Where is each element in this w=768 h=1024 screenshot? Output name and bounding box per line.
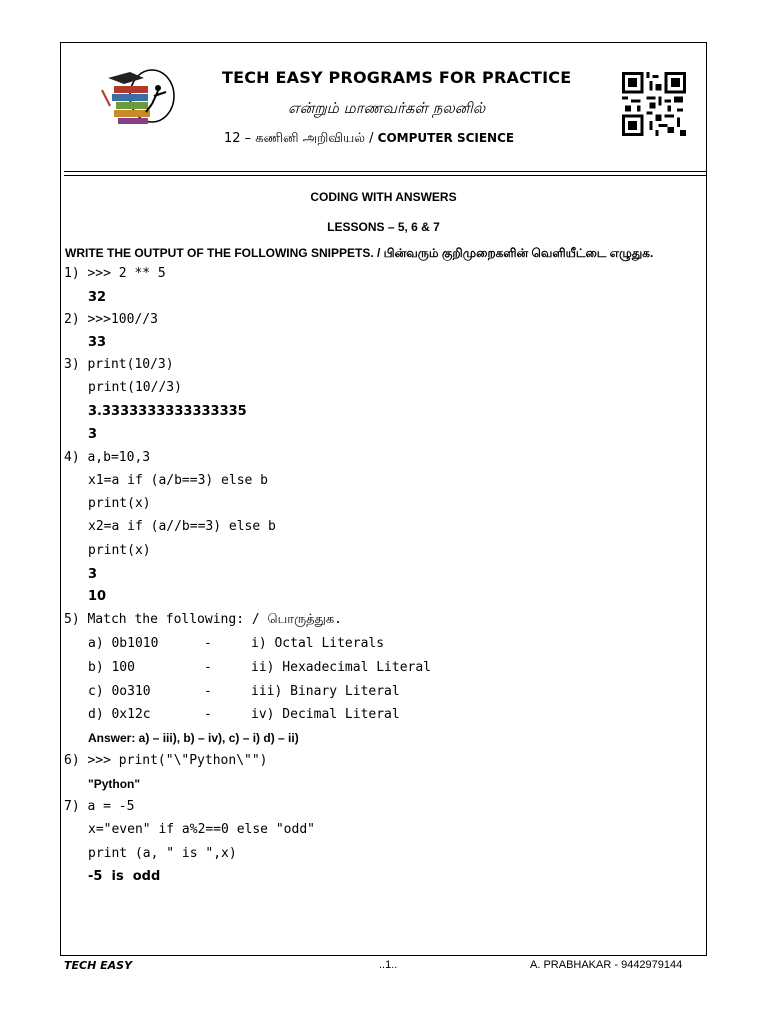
question-number: 7) — [64, 799, 80, 814]
match-right: i) Octal Literals — [251, 636, 385, 651]
subject-tamil: 12 – கணினி அறிவியல் / — [224, 131, 374, 146]
books-graduation-logo — [94, 66, 178, 128]
question-1 — [64, 266, 166, 281]
match-right: ii) Hexadecimal Literal — [251, 660, 432, 675]
question-3 — [64, 357, 174, 372]
question-7 — [64, 799, 134, 814]
question-number: 1) — [64, 266, 80, 281]
question-number: 5) — [64, 612, 80, 627]
match-left: b) 100 — [88, 660, 135, 675]
answer-5: Answer: a) – iii), b) – iv), c) – i) d) – ii) — [88, 731, 299, 745]
question-text: Match the following: / பொருத்துக. — [87, 612, 343, 627]
answer-4a: 3 — [88, 567, 98, 582]
match-right: iii) Binary Literal — [251, 684, 400, 699]
question-number: 6) — [64, 753, 80, 768]
answer-3b: 3 — [88, 427, 98, 442]
code-line: >>> 2 ** 5 — [87, 266, 166, 281]
code-line: x1=a if (a/b==3) else b — [88, 473, 269, 488]
question-2 — [64, 312, 158, 327]
question-number: 2) — [64, 312, 80, 327]
answer-6: "Python" — [88, 777, 141, 791]
tamil-tagline: என்றும் மாணவர்கள் நலனில் — [288, 99, 486, 117]
page-frame — [60, 42, 707, 956]
header-divider — [64, 171, 707, 172]
match-left: c) 0o310 — [88, 684, 151, 699]
lessons-heading: LESSONS – 5, 6 & 7 — [327, 220, 440, 234]
code-line: x="even" if a%2==0 else "odd" — [88, 822, 315, 837]
qr-code — [622, 72, 686, 136]
question-6 — [64, 753, 268, 768]
answer-1: 32 — [88, 290, 107, 305]
code-line: >>>100//3 — [87, 312, 158, 327]
answer-3a: 3.3333333333333335 — [88, 404, 247, 419]
section-heading: CODING WITH ANSWERS — [310, 190, 457, 204]
instruction: WRITE THE OUTPUT OF THE FOLLOWING SNIPPETS. / பின்வரும் குறிமுறைகளின் வெளியீட்டை எழுதுக. — [65, 246, 654, 260]
code-line: a,b=10,3 — [87, 450, 151, 465]
answer-2: 33 — [88, 335, 107, 350]
answer-4b: 10 — [88, 589, 107, 604]
footer-brand: TECH EASY — [64, 959, 133, 972]
page-number: ..1.. — [379, 959, 398, 971]
code-line: >>> print("\"Python\"") — [87, 753, 268, 768]
match-left: a) 0b1010 — [88, 636, 159, 651]
match-dash: - — [204, 636, 212, 651]
match-dash: - — [204, 660, 212, 675]
question-number: 3) — [64, 357, 80, 372]
code-line: print(10//3) — [88, 380, 182, 395]
question-4 — [64, 450, 150, 465]
code-line: x2=a if (a//b==3) else b — [88, 519, 276, 534]
code-line: print(10/3) — [87, 357, 174, 372]
match-right: iv) Decimal Literal — [251, 707, 400, 722]
subject-english: COMPUTER SCIENCE — [377, 131, 515, 145]
match-dash: - — [204, 707, 212, 722]
question-number: 4) — [64, 450, 80, 465]
match-dash: - — [204, 684, 212, 699]
match-left: d) 0x12c — [88, 707, 151, 722]
question-5 — [64, 612, 342, 628]
code-line: print(x) — [88, 543, 151, 558]
footer-author: A. PRABHAKAR - 9442979144 — [530, 959, 683, 971]
answer-7: -5 is odd — [88, 869, 161, 884]
code-line: a = -5 — [87, 799, 135, 814]
code-line: print (a, " is ",x) — [88, 846, 237, 861]
document-title: TECH EASY PROGRAMS FOR PRACTICE — [222, 68, 572, 87]
code-line: print(x) — [88, 496, 151, 511]
header-divider-double — [64, 175, 707, 176]
subject-line — [224, 131, 514, 147]
